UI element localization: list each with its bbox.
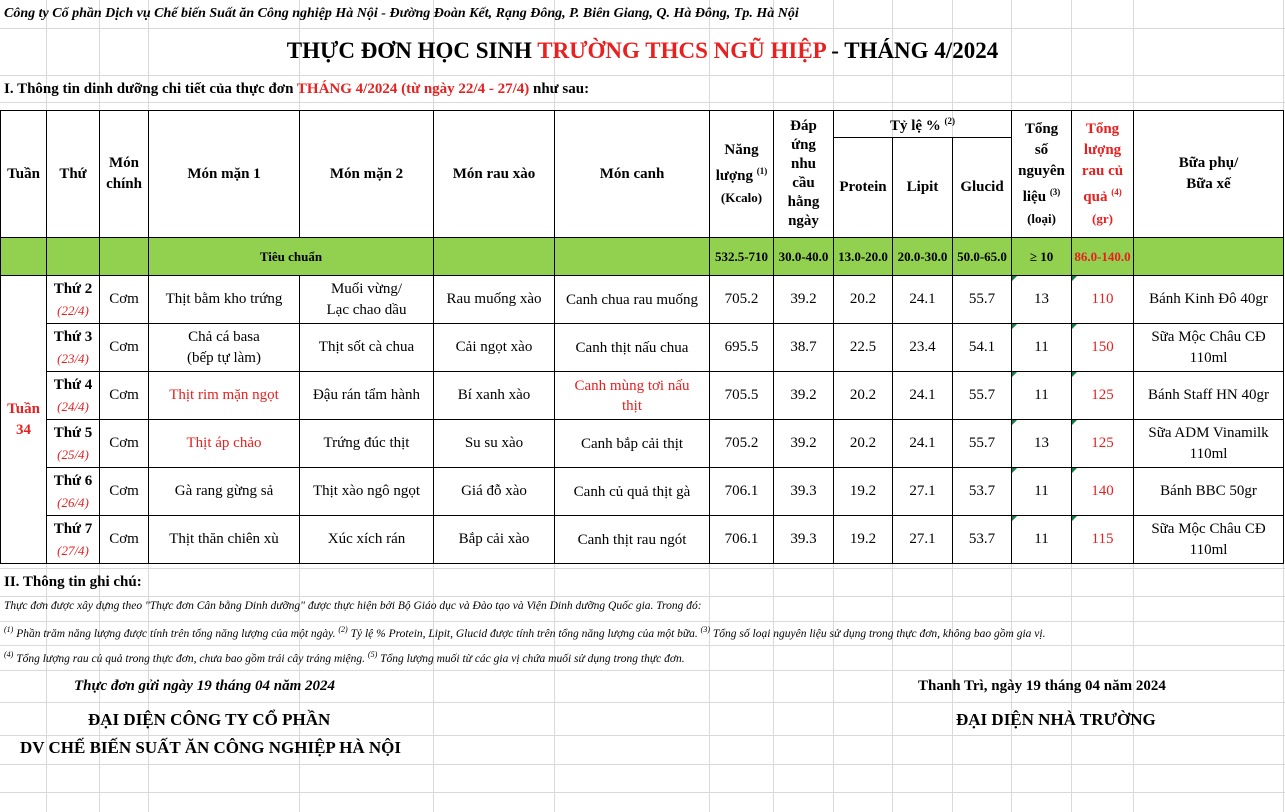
day-cell: Thứ 2 (22/4) [47, 276, 100, 324]
header-mon-man-1: Món mặn 1 [149, 111, 300, 238]
bua-phu-cell: Bánh Kinh Đô 40gr [1134, 276, 1284, 324]
company-header: Công ty Cổ phần Dịch vụ Chế biến Suất ăn Công nghiệp Hà Nội - Đường Đoàn Kết, Rạng Đông, P. Biên Giang, Q. Hà Đông, Tp. Hà Nội [4, 6, 799, 21]
rau-xao-cell: Su su xào [434, 420, 555, 468]
glucid-cell: 55.7 [953, 372, 1012, 420]
menu-table [0, 110, 1284, 564]
header-ty-le: Tỷ lệ % $^{(2)}$ [834, 111, 1012, 138]
header-tuan: Tuần [1, 111, 47, 238]
rau-cell: 125 [1072, 372, 1134, 420]
nang-luong-cell: 705.2 [710, 276, 774, 324]
company-rep-line1: ĐẠI DIỆN CÔNG TY CỔ PHẦN [88, 710, 331, 729]
lipit-cell: 24.1 [893, 276, 953, 324]
table-row [1, 468, 1284, 516]
tong-so-cell: 11 [1012, 468, 1072, 516]
day-cell: Thứ 7 (27/4) [47, 516, 100, 564]
mon-man-2-cell: Đậu rán tẩm hành [300, 372, 434, 420]
day-cell: Thứ 4 (24/4) [47, 372, 100, 420]
standard-tong-so: ≥ 10 [1012, 238, 1072, 276]
lipit-cell: 24.1 [893, 372, 953, 420]
rau-xao-cell: Bí xanh xào [434, 372, 555, 420]
canh-cell: Canh mùng tơi nấu thịt [555, 372, 710, 420]
week-cell: Tuần 34 [1, 276, 47, 564]
lipit-cell: 27.1 [893, 516, 953, 564]
sent-date: Thực đơn gửi ngày 19 tháng 04 năm 2024 [74, 678, 336, 694]
bua-phu-cell: Sữa Mộc Châu CĐ 110ml [1134, 324, 1284, 372]
day-cell: Thứ 6 (26/4) [47, 468, 100, 516]
note-line-2: $^{(4)}$ Tổng lượng rau củ quả trong thực đơn, chưa bao gồm trái cây tráng miệng. $^{(5)}$ Tổng lượng muối từ các gia vị chứa muối sử dụng trong thực đơn. [4, 650, 685, 665]
tong-so-cell: 13 [1012, 276, 1072, 324]
standard-nang-luong: 532.5-710 [710, 238, 774, 276]
header-glucid: Glucid [953, 138, 1012, 238]
header-tong-so: Tổng số nguyên liệu $^{(3)}$ (loại) [1012, 111, 1072, 238]
day-cell: Thứ 3 (23/4) [47, 324, 100, 372]
header-lipit: Lipit [893, 138, 953, 238]
mon-man-2-cell: Thịt sốt cà chua [300, 324, 434, 372]
section1-heading [4, 81, 589, 98]
section2-heading: II. Thông tin ghi chú: [4, 574, 142, 590]
mon-man-1-cell: Gà rang gừng sả [149, 468, 300, 516]
rau-xao-cell: Giá đỗ xào [434, 468, 555, 516]
header-bua-phu: Bữa phụ/ Bữa xế [1134, 111, 1284, 238]
mon-chinh-cell: Cơm [100, 516, 149, 564]
mon-man-2-cell: Muối vừng/ Lạc chao dầu [300, 276, 434, 324]
nang-luong-cell: 706.1 [710, 516, 774, 564]
protein-cell: 20.2 [834, 420, 893, 468]
nang-luong-cell: 706.1 [710, 468, 774, 516]
lipit-cell: 27.1 [893, 468, 953, 516]
header-nang-luong: Năng lượng $^{(1)}$ (Kcalo) [710, 111, 774, 238]
dap-ung-cell: 39.2 [774, 372, 834, 420]
tong-so-cell: 13 [1012, 420, 1072, 468]
standard-lipit: 20.0-30.0 [893, 238, 953, 276]
dap-ung-cell: 38.7 [774, 324, 834, 372]
lipit-cell: 23.4 [893, 324, 953, 372]
mon-man-1-cell: Thịt áp chảo [149, 420, 300, 468]
mon-man-2-cell: Trứng đúc thịt [300, 420, 434, 468]
header-dap-ung: Đáp ứng nhu cầu hằng ngày [774, 111, 834, 238]
nang-luong-cell: 695.5 [710, 324, 774, 372]
table-row [1, 372, 1284, 420]
lipit-cell: 24.1 [893, 420, 953, 468]
header-mon-canh: Món canh [555, 111, 710, 238]
nang-luong-cell: 705.2 [710, 420, 774, 468]
table-row [1, 324, 1284, 372]
dap-ung-cell: 39.2 [774, 276, 834, 324]
mon-man-2-cell: Xúc xích rán [300, 516, 434, 564]
mon-man-1-cell: Thịt thăn chiên xù [149, 516, 300, 564]
title-part1: THỰC ĐƠN HỌC SINH [286, 38, 538, 63]
standard-rau: 86.0-140.0 [1072, 238, 1134, 276]
section1-suffix: như sau: [529, 81, 590, 97]
protein-cell: 20.2 [834, 276, 893, 324]
bua-phu-cell: Bánh Staff HN 40gr [1134, 372, 1284, 420]
canh-cell: Canh chua rau muống [555, 276, 710, 324]
protein-cell: 19.2 [834, 516, 893, 564]
canh-cell: Canh bắp cải thịt [555, 420, 710, 468]
tong-so-cell: 11 [1012, 324, 1072, 372]
company-rep-line2: DV CHẾ BIẾN SUẤT ĂN CÔNG NGHIỆP HÀ NỘI [20, 738, 401, 757]
rau-xao-cell: Rau muống xào [434, 276, 555, 324]
header-row-1 [1, 111, 1284, 138]
header-rau-cu-qua: Tổng lượng rau củ quả $^{(4)}$ (gr) [1072, 111, 1134, 238]
title-school: TRƯỜNG THCS NGŨ HIỆP [537, 38, 826, 63]
note-line-1: $^{(1)}$ Phần trăm năng lượng được tính trên tổng năng lượng của một ngày. $^{(2)}$ Tỷ lệ % Protein, Lipit, Glucid được tính trên tổng năng lượng của một bữa. $^{(3)}$ Tổng số loại nguyên liệu sử dụng trong thực đơn, không bao gồm gia vị. [4, 625, 1046, 640]
header-thu: Thứ [47, 111, 100, 238]
page-title [0, 38, 1285, 64]
protein-cell: 22.5 [834, 324, 893, 372]
standard-protein: 13.0-20.0 [834, 238, 893, 276]
rau-cell: 150 [1072, 324, 1134, 372]
mon-chinh-cell: Cơm [100, 372, 149, 420]
glucid-cell: 55.7 [953, 276, 1012, 324]
school-rep: ĐẠI DIỆN NHÀ TRƯỜNG [956, 710, 1156, 729]
dap-ung-cell: 39.3 [774, 468, 834, 516]
header-mon-chinh: Món chính [100, 111, 149, 238]
dap-ung-cell: 39.2 [774, 420, 834, 468]
glucid-cell: 53.7 [953, 516, 1012, 564]
glucid-cell: 55.7 [953, 420, 1012, 468]
title-part2: - THÁNG 4/2024 [825, 38, 999, 63]
table-row [1, 276, 1284, 324]
rau-xao-cell: Cải ngọt xào [434, 324, 555, 372]
table-row [1, 516, 1284, 564]
header-protein: Protein [834, 138, 893, 238]
note-intro: Thực đơn được xây dựng theo "Thực đơn Cân bằng Dinh dưỡng" được thực hiện bởi Bộ Giáo dục và Đào tạo và Viện Dinh dưỡng Quốc gia. Trong đó: [4, 600, 702, 612]
rau-cell: 125 [1072, 420, 1134, 468]
glucid-cell: 53.7 [953, 468, 1012, 516]
day-cell: Thứ 5 (25/4) [47, 420, 100, 468]
rau-cell: 115 [1072, 516, 1134, 564]
mon-man-1-cell: Thịt rim mặn ngọt [149, 372, 300, 420]
canh-cell: Canh thịt rau ngót [555, 516, 710, 564]
protein-cell: 20.2 [834, 372, 893, 420]
mon-man-1-cell: Chả cá basa (bếp tự làm) [149, 324, 300, 372]
section1-prefix: I. Thông tin dinh dưỡng chi tiết của thực đơn [4, 81, 297, 97]
tong-so-cell: 11 [1012, 372, 1072, 420]
bua-phu-cell: Sữa ADM Vinamilk 110ml [1134, 420, 1284, 468]
rau-xao-cell: Bắp cải xào [434, 516, 555, 564]
standard-glucid: 50.0-65.0 [953, 238, 1012, 276]
mon-chinh-cell: Cơm [100, 276, 149, 324]
mon-man-1-cell: Thịt bằm kho trứng [149, 276, 300, 324]
standard-dap-ung: 30.0-40.0 [774, 238, 834, 276]
protein-cell: 19.2 [834, 468, 893, 516]
place-date: Thanh Trì, ngày 19 tháng 04 năm 2024 [918, 678, 1166, 694]
bua-phu-cell: Sữa Mộc Châu CĐ 110ml [1134, 516, 1284, 564]
standard-label: Tiêu chuẩn [149, 238, 434, 276]
tong-so-cell: 11 [1012, 516, 1072, 564]
canh-cell: Canh củ quả thịt gà [555, 468, 710, 516]
mon-chinh-cell: Cơm [100, 420, 149, 468]
mon-chinh-cell: Cơm [100, 324, 149, 372]
header-mon-rau-xao: Món rau xào [434, 111, 555, 238]
header-mon-man-2: Món mặn 2 [300, 111, 434, 238]
table-row [1, 420, 1284, 468]
canh-cell: Canh thịt nấu chua [555, 324, 710, 372]
glucid-cell: 54.1 [953, 324, 1012, 372]
mon-man-2-cell: Thịt xào ngô ngọt [300, 468, 434, 516]
standard-row [1, 238, 1284, 276]
rau-cell: 110 [1072, 276, 1134, 324]
mon-chinh-cell: Cơm [100, 468, 149, 516]
bua-phu-cell: Bánh BBC 50gr [1134, 468, 1284, 516]
section1-highlight: THÁNG 4/2024 (từ ngày 22/4 - 27/4) [296, 81, 530, 97]
nang-luong-cell: 705.5 [710, 372, 774, 420]
rau-cell: 140 [1072, 468, 1134, 516]
dap-ung-cell: 39.3 [774, 516, 834, 564]
